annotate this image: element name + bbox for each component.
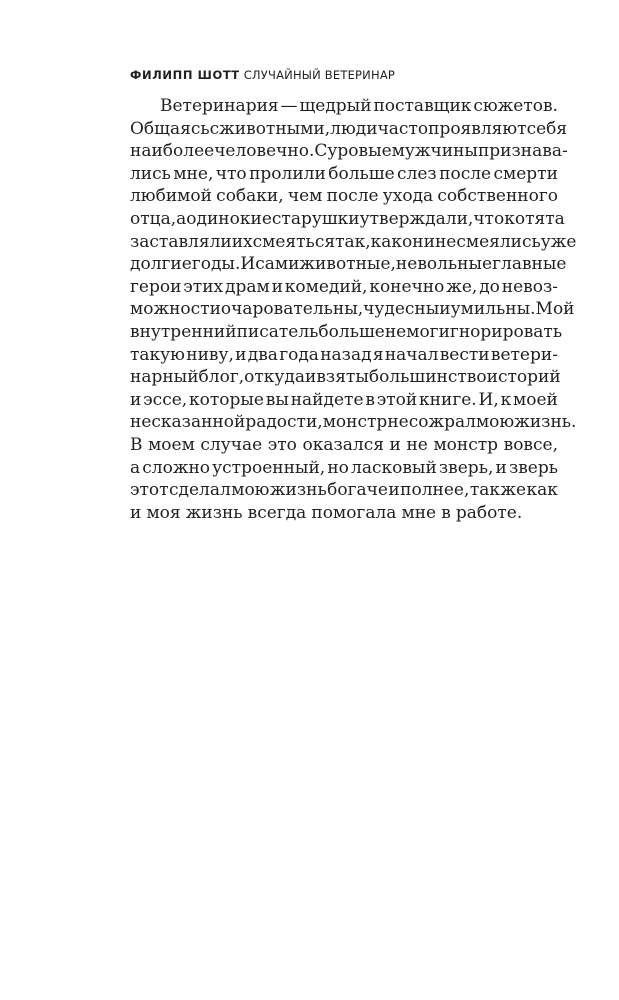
word: мою — [475, 412, 515, 433]
word: сюжетов. — [473, 96, 558, 116]
word: мужчины — [391, 141, 478, 162]
word: с — [209, 118, 220, 139]
word: нарный — [130, 367, 199, 388]
word: этой — [376, 389, 418, 410]
word: же, — [446, 276, 478, 297]
word: большинство — [368, 367, 487, 388]
word: оказался — [302, 434, 384, 455]
word: уже — [540, 231, 577, 252]
word: умильны. — [450, 299, 536, 320]
word: после — [439, 163, 492, 184]
text-line — [130, 502, 558, 525]
word: вовсе, — [503, 434, 558, 455]
word: слез — [397, 163, 437, 184]
word: монстр — [322, 412, 388, 433]
word: как — [526, 480, 558, 501]
word: что — [473, 208, 505, 229]
word: устроенный, — [212, 457, 326, 478]
word: ласковый — [351, 457, 437, 478]
word: несказанной — [130, 412, 246, 433]
word: в — [441, 502, 451, 523]
word: зверь — [508, 457, 558, 478]
word: проявляют — [428, 118, 527, 139]
word: Общаясь — [130, 118, 210, 139]
word: мог — [406, 321, 439, 342]
word: моем — [148, 434, 195, 455]
word: что — [215, 163, 247, 184]
text-line — [130, 411, 577, 434]
word: пролили — [249, 163, 326, 184]
word: но — [327, 457, 349, 478]
word: я — [372, 344, 384, 365]
word: щедрый — [299, 96, 372, 116]
word: блог, — [198, 367, 245, 388]
word: чем — [287, 186, 323, 207]
word: найдете — [290, 389, 364, 410]
word: заставляли — [130, 231, 232, 252]
word: утверждали, — [359, 208, 474, 229]
word: И — [240, 254, 256, 275]
word: после — [326, 186, 379, 207]
word: радости, — [245, 412, 323, 433]
word: мне, — [173, 163, 214, 184]
word: и — [388, 480, 400, 501]
word: герои — [130, 276, 182, 297]
text-line — [130, 276, 558, 299]
text-line — [130, 479, 558, 502]
body-paragraph — [130, 95, 577, 524]
text-line — [130, 118, 568, 141]
word: и — [130, 502, 142, 523]
text-line — [130, 208, 565, 231]
word: сожрал — [408, 412, 476, 433]
word: помогала — [311, 502, 397, 523]
word: начал — [384, 344, 439, 365]
word: Ветеринария — [160, 96, 279, 116]
word: сложно — [142, 457, 211, 478]
word: жизнь — [269, 480, 327, 501]
word: невоз- — [501, 276, 558, 297]
word: вы — [265, 389, 289, 410]
word: можности — [130, 299, 221, 320]
word: мне — [401, 502, 437, 523]
word: писатель — [236, 321, 319, 342]
word: сами — [255, 254, 300, 275]
word: признава- — [477, 141, 568, 162]
word: и — [271, 276, 283, 297]
word: работе. — [455, 502, 523, 523]
word: не — [387, 412, 409, 433]
word: отца, — [130, 208, 177, 229]
word: собаки, — [216, 186, 284, 207]
text-line — [130, 366, 561, 389]
word: же — [500, 480, 527, 501]
word: богаче — [327, 480, 388, 501]
word: лись — [130, 163, 171, 184]
word: их — [231, 231, 253, 252]
word: полнее, — [400, 480, 470, 501]
word: смеялись — [456, 231, 541, 252]
word: невольные — [395, 254, 493, 275]
word: монстр — [433, 434, 499, 455]
word: не — [384, 321, 407, 342]
word: к — [500, 389, 512, 410]
text-line — [130, 344, 558, 367]
word: животные, — [299, 254, 396, 275]
word: люди — [330, 118, 378, 139]
word: И, — [478, 389, 499, 410]
word: и — [235, 344, 247, 365]
word: годы. — [191, 254, 241, 275]
word: случае — [200, 434, 263, 455]
text-line — [130, 253, 567, 276]
word: — — [280, 96, 298, 116]
word: любимой — [130, 186, 212, 207]
text-line — [130, 95, 558, 118]
word: и — [389, 434, 401, 455]
word: до — [479, 276, 500, 297]
word: зверь, — [438, 457, 494, 478]
word: этих — [183, 276, 224, 297]
word: наиболее — [130, 141, 215, 162]
word: моей — [513, 389, 558, 410]
word: долгие — [130, 254, 192, 275]
word: чудесны — [363, 299, 440, 320]
word: Мой — [535, 299, 575, 320]
word: очаровательны, — [220, 299, 364, 320]
word: такую — [130, 344, 185, 365]
word: и — [130, 389, 142, 410]
word: больше — [328, 163, 395, 184]
word: внутренний — [130, 321, 237, 342]
word: собственного — [437, 186, 558, 207]
text-line — [130, 298, 575, 321]
text-line — [130, 389, 558, 412]
word: и — [305, 367, 317, 388]
word: которые — [189, 389, 264, 410]
word: взяты — [316, 367, 369, 388]
word: ниву, — [186, 344, 234, 365]
word: себя — [526, 118, 568, 139]
word: как — [370, 231, 403, 252]
word: вести — [439, 344, 490, 365]
word: котята — [504, 208, 565, 229]
word: сделал — [169, 480, 231, 501]
word: смерти — [493, 163, 558, 184]
word: моя — [146, 502, 181, 523]
word: и — [495, 457, 507, 478]
word: драм — [224, 276, 270, 297]
word: одинокие — [186, 208, 272, 229]
running-head — [130, 68, 395, 82]
word: комедий, — [284, 276, 368, 297]
word: два — [247, 344, 278, 365]
word: животными, — [219, 118, 331, 139]
word: мою — [231, 480, 270, 501]
word: не — [434, 231, 457, 252]
text-line — [130, 231, 577, 254]
running-head-author: ФИЛИПП ШОТТ — [130, 68, 240, 82]
text-line — [130, 457, 558, 480]
word: Суровые — [314, 141, 392, 162]
word: старушки — [271, 208, 360, 229]
word: так — [469, 480, 500, 501]
word: и — [439, 299, 451, 320]
word: главные — [492, 254, 567, 275]
text-line — [130, 185, 558, 208]
word: жизнь. — [514, 412, 577, 433]
word: больше — [318, 321, 385, 342]
word: конечно — [369, 276, 445, 297]
word: человечно. — [214, 141, 315, 162]
word: а — [176, 208, 187, 229]
word: смеяться — [252, 231, 336, 252]
word: ухода — [382, 186, 434, 207]
word: В — [130, 434, 143, 455]
word: книге. — [419, 389, 477, 410]
word: поставщик — [373, 96, 472, 116]
text-line — [130, 140, 568, 163]
word: ветери- — [490, 344, 558, 365]
word: в — [365, 389, 375, 410]
word: года — [279, 344, 319, 365]
word: так, — [335, 231, 371, 252]
text-line — [130, 434, 558, 457]
text-line — [130, 163, 558, 186]
word: всегда — [247, 502, 307, 523]
word: откуда — [244, 367, 306, 388]
word: они — [402, 231, 435, 252]
word: не — [406, 434, 428, 455]
word: этот — [130, 480, 169, 501]
word: назад — [320, 344, 372, 365]
word: историй — [486, 367, 561, 388]
text-line — [130, 321, 563, 344]
word: часто — [377, 118, 429, 139]
word: игнорировать — [438, 321, 563, 342]
running-head-book-title: СЛУЧАЙНЫЙ ВЕТЕРИНАР — [243, 68, 396, 82]
word: а — [130, 457, 141, 478]
word: это — [267, 434, 297, 455]
word: жизнь — [185, 502, 243, 523]
word: эссе, — [143, 389, 188, 410]
